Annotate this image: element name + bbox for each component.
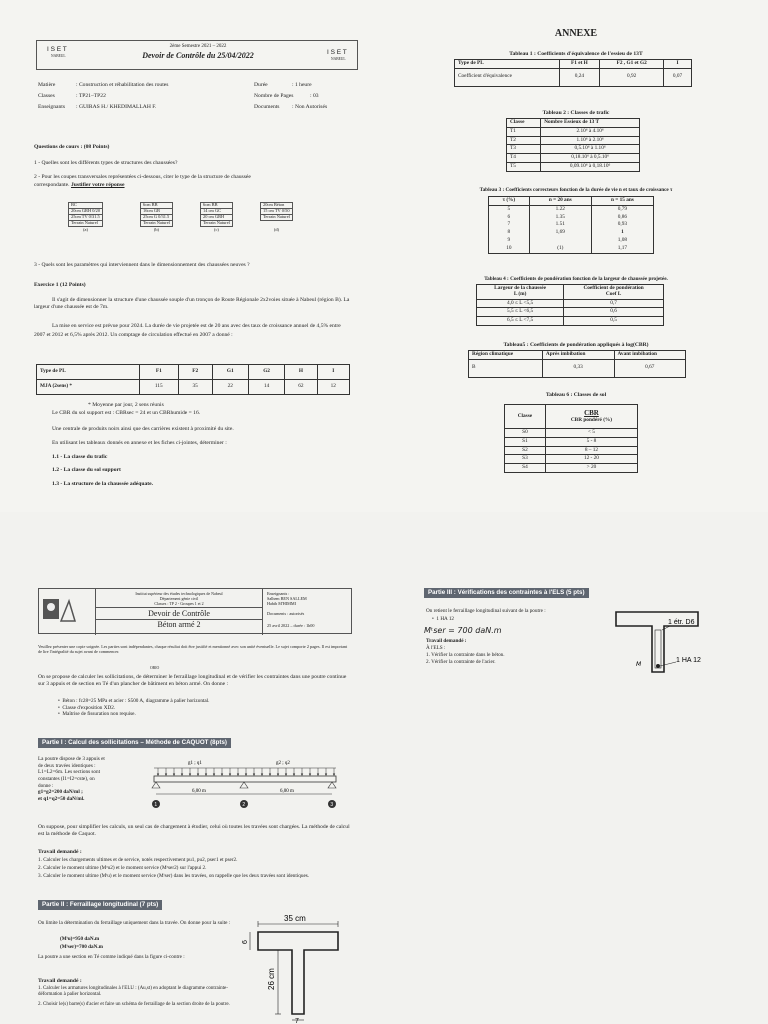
determine-1: 1.1 - La classe du trafic	[52, 454, 108, 460]
table3-caption: Tableau 3 : Coefficients correcteurs fonction de la durée de vie n et taux de croissance τ	[479, 187, 673, 193]
task-2-2: 2. Choisir le(s) barre(s) d'acier et faire un schéma de ferraillage de la section droite de la poutre.	[38, 1002, 230, 1007]
ferraillage-bullet: • 1 HA 12	[432, 616, 455, 622]
devoir-label: Devoir de Contrôle	[96, 609, 262, 620]
table2-caption: Tableau 2 : Classes de trafic	[542, 110, 610, 116]
moment-ultime: (Mᵗu)=950 daN.m	[60, 936, 100, 942]
task-2-1: 1. Calculer les armatures longitudinales à l'ELU : (Au,st) en adoptant le diagramme contrainte-déformation à palier horizontal.	[38, 986, 228, 998]
dim-flange: 6	[242, 940, 249, 944]
consignes-footer: ORIO	[150, 666, 160, 670]
exam-header-box	[36, 40, 358, 70]
iset-logo-right: I S E T	[327, 49, 347, 56]
documents-autorises: Documents : autorisés	[267, 611, 305, 616]
questions-title: Questions de cours : (08 Points)	[34, 144, 110, 150]
matiere-beton: Béton armé 2	[157, 620, 201, 629]
cbr-text: Le CBR du sol support est : CBRsec = 24 et un CBRhumide = 16.	[52, 410, 201, 416]
beton-header-box	[38, 588, 352, 634]
exercise-paragraph-2: La mise en service est prévue pour 2024. La durée de vie projetée est de 20 ans avec des taux de croissance annuel de 4,5% entre 2007 et 2012 et 6,5% après 2012. Un comptage de circulation effectué en 2007 a donné :	[34, 323, 341, 338]
label-moment: M	[636, 661, 642, 668]
load-label-1: g1 ; q1	[188, 761, 202, 766]
t-section-drawing	[238, 910, 352, 1024]
load-arrows	[157, 768, 335, 776]
task-1-3: 3. Calculer le moment ultime (Mᵗu) et le moment service (Mᵗser) dans les travées, on rappelle que les deux travées sont identiques.	[38, 873, 310, 879]
intro-text: On se propose de calculer les sollicitations, de déterminer le ferraillage longitudinal et de vérifier les contraintes dans une poutre continue sur 3 appuis et de section en Té d'un plancher de bâtiment en béton armé. On donne :	[38, 674, 347, 688]
table1-caption: Tableau 1 : Coefficients d'équivalence de l'essieu de 13T	[509, 51, 643, 57]
date-duree: 25 avril 2022 – durée : 1h00	[267, 623, 315, 628]
page-devoir-routes	[0, 0, 384, 512]
iset-logo-icon	[41, 593, 85, 629]
documents-label: Documents	[254, 104, 280, 110]
travail-demande-3: Travail demandé :	[426, 638, 467, 644]
moment-handwritten: Mᵗser = 700 daN.m	[424, 626, 502, 635]
table6-sol: Classe CBR CBR pondéré (%) S0 < 5 S1 5 - 8 S2 8 – 12 S3 12 - 20 S4 > 20	[504, 404, 638, 473]
load-label-2: g2 ; q2	[276, 761, 290, 766]
enseignant-1: Salhem BEN SALLEM	[267, 596, 307, 601]
utilisant-text: En utilisant les tableaux donnés en annexe et les fiches ci-jointes, déterminer :	[52, 440, 227, 446]
page-devoir-beton	[0, 512, 384, 1024]
classes-value: : TP21–TP22	[76, 93, 106, 99]
coupe-d: 20cm Béton 15 cm TV 0/50 Terrain Naturel (d)	[260, 202, 293, 233]
enseignants-value: : GUIRAS H./ KHEDIMALLAH F.	[76, 104, 157, 110]
annexe-title: ANNEXE	[554, 28, 598, 39]
table1-equivalence: Type de PL F1 et H F2 , G1 et G2 I Coefficient d'équivalence 0,24 0,92 0,07	[454, 59, 692, 87]
table4-largeur: Largeur de la chaussée L (m) Coefficient de pondération Coef L 4,0 ≤ L <5,5 0,7 5,5 ≤ L <6,5 0,6 6,5 ≤ L <7,5 0,5	[476, 284, 664, 326]
verify-1: 1. Vérifier la contrainte dans le béton.	[426, 652, 505, 658]
section-text: La poutre a une section en Té comme indiqué dans la figure ci-contre :	[38, 954, 185, 960]
retient-text: On retient le ferraillage longitudinal suivant de la poutre :	[426, 608, 546, 614]
dim-height: 26 cm	[267, 968, 276, 990]
table4-caption: Tableau 4 : Coefficients de pondération fonction de la largeur de chaussée projetée.	[484, 276, 668, 282]
iset-logo-left: I S E T	[47, 46, 67, 53]
determine-2: 1.2 - La classe du sol support	[52, 467, 121, 473]
traffic-count-table: Type de PL F1 F2 G1 G2 H I MJA (2sens) * 115 35 22 14 62 12	[36, 364, 350, 395]
question-2-line1: 2 - Pour les coupes transversales représentées ci-dessous, citer le type de la structure de chaussée	[34, 174, 251, 180]
donnees-list: • Béton : fc28=25 MPa et acier : S500 A, diagramme à palier horizontal. • Classe d'exposition XD2. • Maîtrise de fissuration non requise.	[58, 698, 210, 718]
duree-value: : 1 heure	[292, 82, 312, 88]
label-ha12: 1 HA 12	[676, 657, 701, 664]
exercise-title: Exercice 1 (12 Points)	[34, 282, 86, 288]
coupe-c: 6cm BB 14 cm GC 20 cm GRH Terrain Naturel (c)	[200, 202, 233, 233]
iset-logo-sub-left: NABEUL	[51, 54, 66, 58]
beam-description: La poutre dispose de 3 appuis et de deux travées identiques : L1=L2=6m. Les sections sont constantes (I1=I2=cste), on donne : g1=g2=200 daN/ml ; et q1=q2=50 daN/ml.	[38, 756, 105, 802]
classes-label: Classes	[38, 93, 55, 99]
travail-demande-2: Travail demandé :	[38, 978, 82, 984]
table3-correcteurs: τ (%) n = 20 ans n = 15 ans 5 1.22 0,79 6 1.35 0,86 7 1.51 0,93 8 1,69 1 9 1,08 10 (1) 1,17	[488, 196, 654, 254]
coupe-a: BC 20cm GRH 0/20 25cm TV 0/31.5 Terrain Naturel (a)	[68, 202, 103, 233]
part2-intro: On limite la détermination du ferraillage uniquement dans la travée. On donne pour la suite :	[38, 920, 231, 926]
exam-title: Devoir de Contrôle du 25/04/2022	[142, 51, 254, 60]
support-3-label: 3	[330, 802, 334, 808]
question-3: 3 - Quels sont les paramètres qui interviennent dans le dimensionnement des chaussées neuves ?	[34, 262, 250, 268]
institut-name: Institut supérieur des études technologiques de Nabeul	[135, 591, 223, 596]
label-etrier: 1 étr. D6	[668, 619, 695, 626]
semester: 2ème Semestre 2021 – 2022	[169, 44, 227, 49]
page-verification-els	[384, 512, 768, 1024]
pages-value: : 03	[310, 93, 319, 99]
dim-width: 35 cm	[284, 914, 306, 923]
department: Département génie civil	[159, 596, 199, 601]
classes-groupes: Classes : TP 2 - Groupes 1 et 2	[96, 601, 262, 608]
table2-trafic: Classe Nombre Essieux de 13 T T1 2.10⁶ à 4.10⁶ T2 1.10⁶ à 2.10⁶ T3 0,5.10⁶ à 1.10⁶ T4 0,18.10⁶ à 0,5.10⁶ T5 0,09.10⁶ à 0,18.10⁶	[506, 118, 640, 172]
determine-3: 1.3 - La structure de la chaussée adéquate.	[52, 481, 154, 487]
span-label-2: 6,00 m	[280, 789, 294, 794]
exercise-paragraph-1: Il s'agit de dimensionner la structure d'une chaussée souple d'un tronçon de Route Régionale 2x2voies située à Nabeul (région B). La largeur d'une chaussée est de 7m.	[34, 297, 350, 311]
span-label-1: 6,00 m	[192, 789, 206, 794]
table6-caption: Tableau 6 : Classes de sol	[545, 392, 607, 398]
centrale-text: Une centrale de produits noirs ainsi que des carrières existent à proximité du site.	[52, 426, 234, 432]
moment-service: (Mᵗser)=700 daN.m	[60, 944, 103, 950]
page-annexe	[384, 0, 768, 512]
hypothese-text: On suppose, pour simplifier les calculs, un seul cas de chargement à étudier, celui où toutes les travées sont chargées. La méthode de calcul est la méthode de Caquot.	[38, 824, 350, 838]
iset-logo-sub-right: NABEUL	[331, 57, 346, 61]
t-section-reinforcement	[606, 604, 726, 678]
matiere-value: : Construction et réhabilitation des routes	[76, 82, 169, 88]
travail-demande-1: Travail demandé :	[38, 849, 82, 855]
part3-banner: Partie III : Vérifications des contraintes à l'ELS (5 pts)	[424, 588, 589, 598]
els-label: À l'ELS :	[426, 645, 446, 651]
consignes: Veuillez présenter une copie soignée. Les parties sont indépendantes, chaque résultat doit être justifié et mentionné avec son unité éventuelle. Le sujet comporte 2 pages. Il est important de lire l'intégralité du sujet avant de commencer.	[38, 644, 348, 655]
moyenne-note: * Moyenne par jour, 2 sens réunis	[88, 402, 164, 408]
enseignants-label: Enseignants :	[267, 591, 290, 596]
duree-label: Durée	[254, 82, 268, 88]
enseignants-label: Enseignants	[38, 104, 66, 110]
question-2-line2: correspondante. Justifier votre réponse	[34, 182, 125, 188]
support-2-label: 2	[242, 802, 246, 808]
support-1-label: 1	[154, 802, 158, 808]
task-1-2: 2. Calculer le moment ultime (Mᵃu2) et le moment service (Mᵃser2) sur l'appui 2.	[38, 865, 207, 871]
task-1-1: 1. Calculer les chargements ultimes et de service, notés respectivement pu1, pu2, pser1 et pser2.	[38, 857, 238, 863]
dim-web: 7	[295, 1018, 299, 1024]
enseignant-2: Habib M'HIMMI	[267, 601, 297, 606]
question-1: 1 - Quelles sont les différents types de structures des chaussées?	[34, 160, 178, 166]
table5-region: Région climatique Après imbibation Avant imbibation B 0,33 0,67	[468, 350, 686, 378]
part1-banner: Partie I : Calcul des sollicitations – Méthode de CAQUOT (8pts)	[38, 738, 231, 748]
coupe-b: 6cm BB 16cm GB 25cm G 0/31.5 Terrain Naturel (b)	[140, 202, 173, 233]
verify-2: 2. Vérifier la contrainte de l'acier.	[426, 659, 496, 665]
documents-value: : Non Autorisés	[292, 104, 328, 110]
beam-diagram	[146, 758, 346, 820]
table5-caption: Tableau5 : Coefficients de pondération appliqués à log(CBR)	[503, 342, 649, 348]
matiere-label: Matière	[38, 82, 56, 88]
pages-label: Nombre de Pages	[254, 93, 294, 99]
part2-banner: Partie II : Ferraillage longitudinal (7 pts)	[38, 900, 162, 910]
